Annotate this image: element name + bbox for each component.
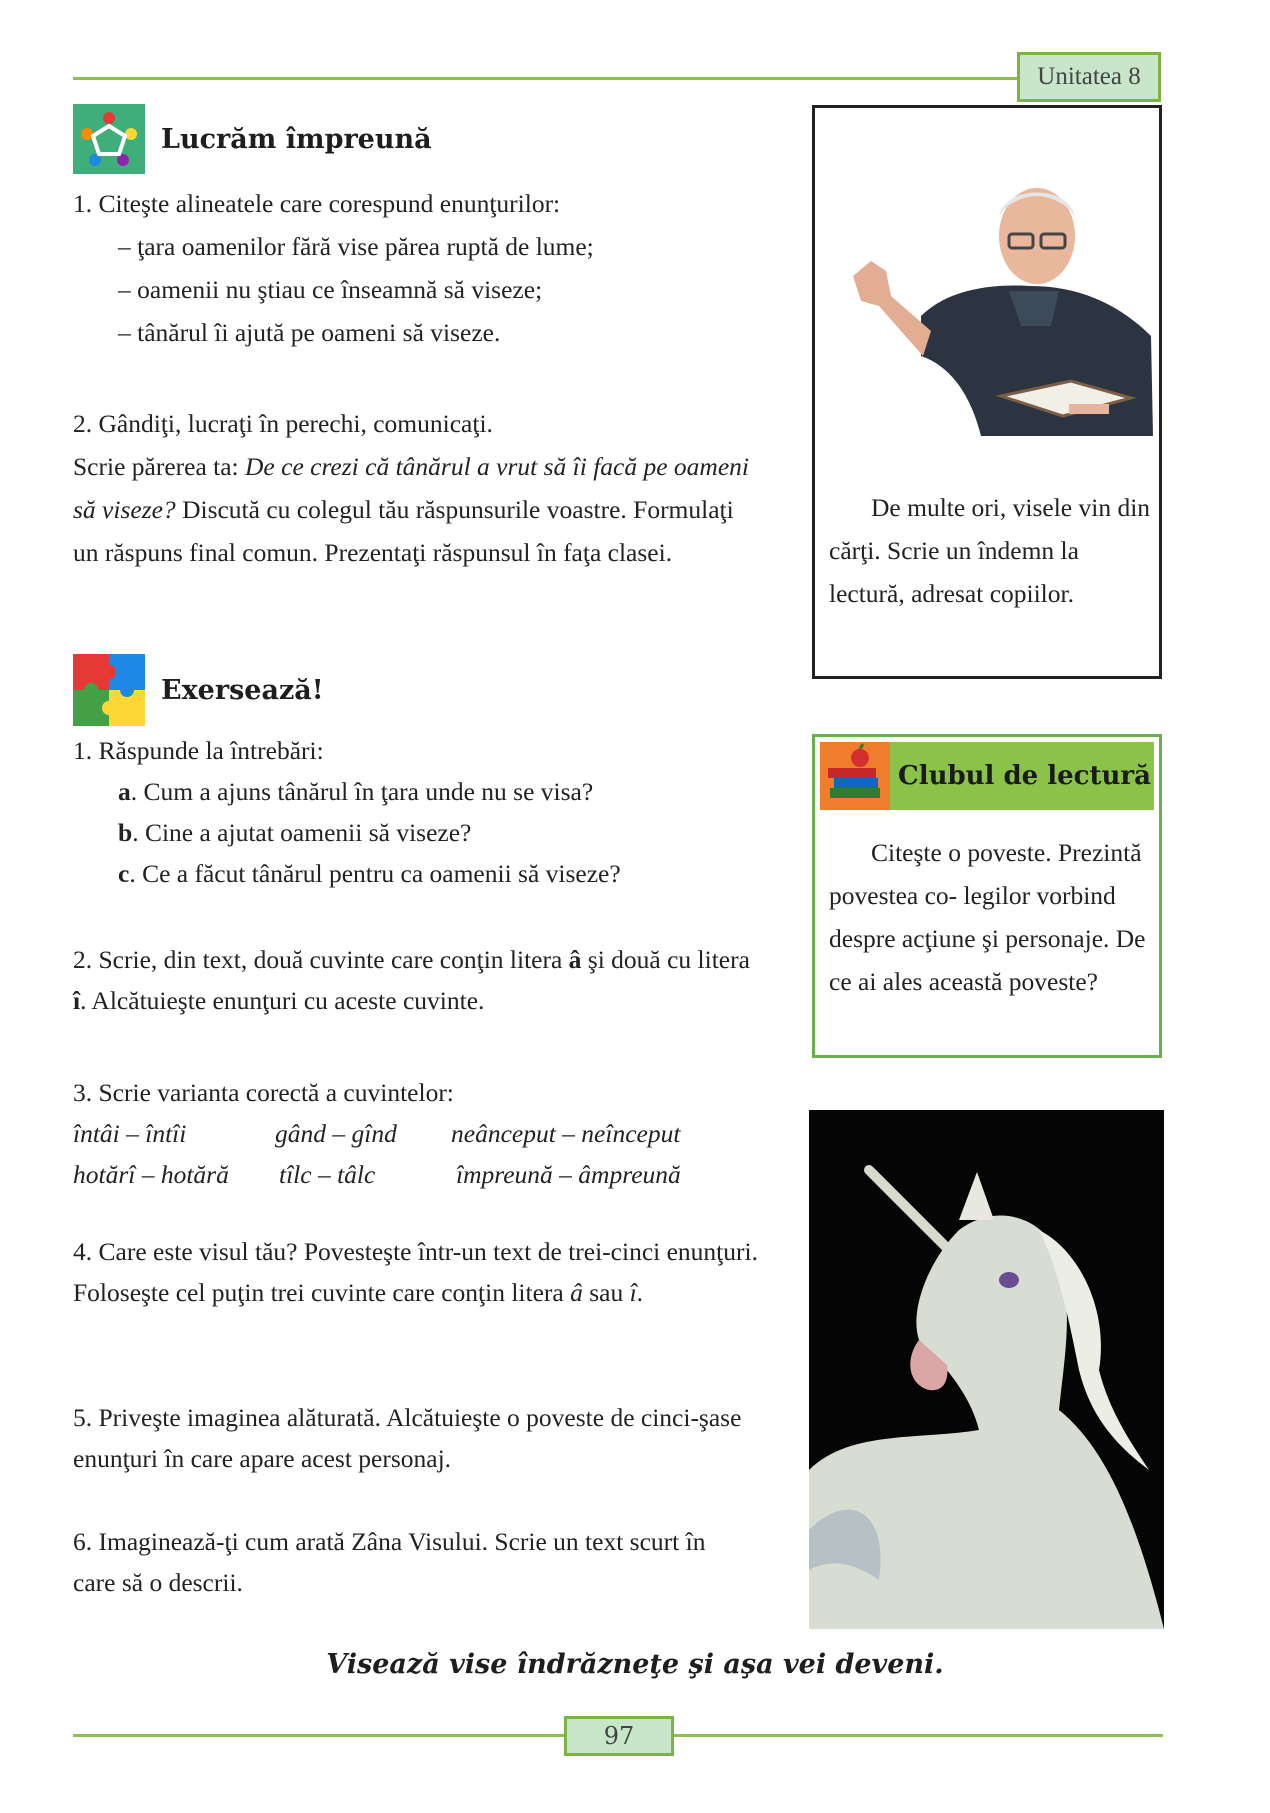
- q3-word: neânceput – neînceput: [451, 1119, 681, 1148]
- club-header: [820, 742, 1154, 810]
- q3-row: [73, 1154, 773, 1195]
- club-title: Clubul de lectură: [898, 761, 1151, 791]
- q3-word: tîlc – tâlc: [279, 1160, 376, 1189]
- task2-paragraph: [73, 445, 763, 574]
- q3-word: împreună – âmpreună: [456, 1160, 681, 1189]
- task1-item: – tânărul îi ajută pe oameni să viseze.: [118, 318, 501, 347]
- exerseaza-q4: 4. Care este visul tău? Povesteşte într-un text de trei-cinci enunţuri. Foloseşte cel puţin trei cuvinte care conţin litera â sau î.: [73, 1237, 758, 1307]
- q1-item: b. Cine a ajutat oamenii să viseze?: [118, 818, 472, 847]
- photo-box: [812, 105, 1162, 679]
- old-man-reading-illustration: [831, 166, 1155, 436]
- task1-item: – oamenii nu ştiau ce înseamnă să viseze;: [118, 275, 543, 304]
- task2-rest: Discută cu colegul tău răspunsurile voastre. Formulaţi un răspuns final comun. Prezentaţi răspunsul în faţa clasei.: [73, 495, 734, 567]
- section-lucram: [73, 104, 432, 174]
- exerseaza-q5: 5. Priveşte imaginea alăturată. Alcătuieşte o poveste de cinci-şase enunţuri în care apare acest personaj.: [73, 1403, 742, 1473]
- section-title-lucram: Lucrăm împreună: [161, 123, 432, 155]
- q3-word: întâi – întîi: [73, 1119, 187, 1148]
- section-title-exerseaza: Exersează!: [161, 674, 324, 706]
- puzzle-icon: [73, 654, 145, 726]
- task2-question: De ce crezi că tânărul a vrut să îi facă pe oameni să viseze?: [73, 452, 750, 524]
- exerseaza-q2: 2. Scrie, din text, două cuvinte care conţin litera â şi două cu litera î. Alcătuieşte enunţuri cu aceste cuvinte.: [73, 945, 750, 1015]
- unit-label: Unitatea 8: [1017, 52, 1161, 102]
- task1-intro: 1. Citeşte alineatele care corespund enunţurilor:: [73, 189, 561, 218]
- q1-item: a. Cum a ajuns tânărul în ţara unde nu se visa?: [118, 777, 594, 806]
- section-exerseaza: [73, 654, 324, 726]
- exerseaza-q3: [73, 1072, 773, 1195]
- header-rule: [73, 77, 1021, 80]
- books-apple-icon: [820, 742, 890, 810]
- task1-item: – ţara oamenilor fără vise părea ruptă de lume;: [118, 232, 594, 261]
- task2-prefix: Scrie părerea ta:: [73, 452, 246, 481]
- lucram-task1: [73, 182, 763, 354]
- q1-item: c. Ce a făcut tânărul pentru ca oamenii să viseze?: [118, 859, 621, 888]
- q3-word: hotărî – hotără: [73, 1160, 229, 1189]
- exerseaza-q1: [73, 730, 773, 894]
- motto: Visează vise îndrăzneţe şi aşa vei deveni.: [326, 1649, 944, 1680]
- reading-club-box: [812, 734, 1162, 1058]
- lucram-task2: [73, 402, 763, 574]
- club-text: Citeşte o poveste. Prezintă povestea co- legilor vorbind despre acţiune şi personaje. De ce ai ales această poveste?: [829, 838, 1146, 996]
- q1-intro: 1. Răspunde la întrebări:: [73, 736, 324, 765]
- unicorn-illustration: [809, 1110, 1164, 1629]
- q3-row: [73, 1113, 773, 1154]
- exerseaza-q6: 6. Imaginează-ţi cum arată Zâna Visului. Scrie un text scurt în care să o descrii.: [73, 1527, 706, 1597]
- page-number: 97: [564, 1716, 674, 1756]
- photo-box-text: De multe ori, visele vin din cărţi. Scrie un îndemn la lectură, adresat copiilor.: [829, 493, 1151, 608]
- q3-intro: 3. Scrie varianta corectă a cuvintelor:: [73, 1078, 454, 1107]
- teamwork-icon: [73, 104, 145, 174]
- q3-word: gând – gînd: [275, 1119, 397, 1148]
- task2-line1: 2. Gândiţi, lucraţi în perechi, comunicaţi.: [73, 409, 493, 438]
